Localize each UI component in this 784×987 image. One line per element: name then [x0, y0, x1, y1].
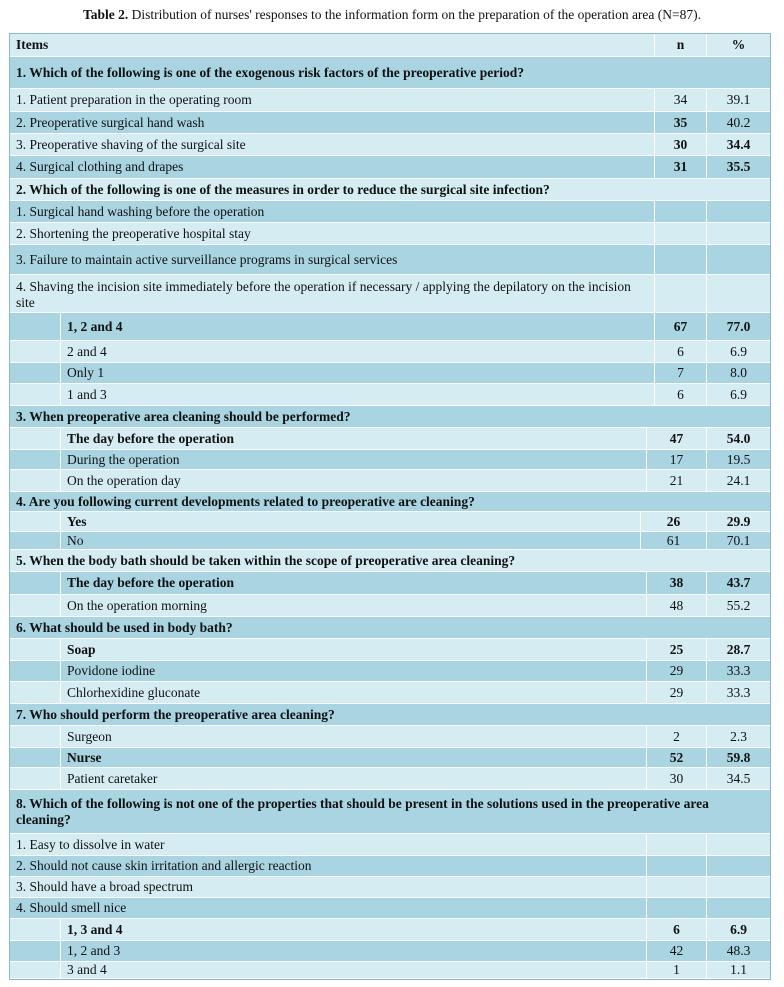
percent-cell: 35.5 [706, 156, 770, 178]
percent-cell: 6.9 [706, 384, 770, 405]
count-cell: 52 [646, 748, 706, 767]
option-label: 1. Patient preparation in the operating room [16, 92, 252, 107]
count-cell: 30 [646, 768, 706, 789]
answer-row [10, 941, 770, 962]
count-cell [646, 856, 706, 876]
percent-cell: 8.0 [706, 363, 770, 383]
caption-label: Table 2. [82, 7, 129, 22]
count-cell: 6 [654, 341, 706, 362]
count-cell: 42 [646, 941, 706, 961]
option-label: 2. Shortening the preoperative hospital stay [16, 225, 251, 241]
indent-cell [10, 341, 60, 362]
indent-cell [10, 748, 60, 767]
answer-label: Povidone iodine [60, 661, 646, 681]
percent-cell [706, 898, 770, 918]
indent-cell [10, 768, 60, 789]
count-cell: 48 [646, 595, 706, 616]
option-row [10, 834, 770, 856]
option-row [10, 223, 770, 245]
count-cell: 25 [646, 639, 706, 660]
count-cell [646, 877, 706, 897]
percent-cell: 33.3 [706, 661, 770, 681]
header-n: n [654, 34, 706, 56]
percent-cell [706, 834, 770, 855]
answer-label: 1 and 3 [60, 384, 654, 405]
answer-row [10, 661, 770, 682]
indent-cell [10, 639, 60, 660]
question-row [10, 550, 770, 572]
count-cell: 26 [640, 512, 706, 531]
percent-cell: 54.0 [706, 428, 770, 449]
indent-cell [10, 428, 60, 449]
answer-label: Surgeon [60, 726, 646, 747]
percent-cell: 40.2 [706, 112, 770, 133]
count-cell [654, 223, 706, 244]
percent-cell: 6.9 [706, 341, 770, 362]
option-row [10, 201, 770, 223]
option-label: 3. Preoperative shaving of the surgical site [16, 136, 246, 152]
percent-cell: 1.1 [706, 962, 770, 978]
count-cell [646, 834, 706, 855]
answer-row [10, 428, 770, 450]
answer-row [10, 962, 770, 979]
indent-cell [10, 962, 60, 978]
question-row [10, 179, 770, 201]
question-text: 1. Which of the following is one of the exogenous risk factors of the preoperative period? [16, 64, 524, 80]
answer-row [10, 512, 770, 532]
question-row [10, 790, 770, 834]
answer-label: 1, 2 and 3 [60, 941, 646, 961]
indent-cell [10, 941, 60, 961]
count-cell: 67 [654, 313, 706, 340]
percent-cell: 28.7 [706, 639, 770, 660]
question-text: 7. Who should perform the preoperative area cleaning? [16, 706, 335, 722]
option-row [10, 89, 770, 112]
indent-cell [10, 313, 60, 340]
answer-label: Only 1 [60, 363, 654, 383]
percent-cell: 24.1 [706, 470, 770, 491]
percent-cell: 34.4 [706, 134, 770, 155]
answer-label: Patient caretaker [60, 768, 646, 789]
answer-label: 2 and 4 [60, 341, 654, 362]
table-caption [0, 7, 784, 23]
option-label: 2. Preoperative surgical hand wash [16, 114, 205, 130]
answer-row [10, 595, 770, 617]
answer-row [10, 384, 770, 406]
option-row [10, 856, 770, 877]
question-row [10, 57, 770, 89]
count-cell [654, 201, 706, 222]
percent-cell [706, 856, 770, 876]
question-row [10, 617, 770, 639]
count-cell: 34 [654, 89, 706, 111]
answer-row [10, 313, 770, 341]
question-row [10, 492, 770, 512]
indent-cell [10, 661, 60, 681]
answer-label: 3 and 4 [60, 962, 646, 978]
indent-cell [10, 384, 60, 405]
indent-cell [10, 532, 60, 549]
option-label: 3. Failure to maintain active surveillance programs in surgical services [16, 251, 398, 267]
option-row [10, 156, 770, 179]
indent-cell [10, 572, 60, 594]
answer-label: During the operation [60, 450, 646, 469]
answer-label: Soap [60, 639, 646, 660]
percent-cell [706, 201, 770, 222]
percent-cell: 70.1 [706, 532, 770, 549]
percent-cell [706, 223, 770, 244]
answer-row [10, 682, 770, 704]
answer-label: 1, 3 and 4 [60, 919, 646, 940]
indent-cell [10, 726, 60, 747]
indent-cell [10, 595, 60, 616]
percent-cell: 34.5 [706, 768, 770, 789]
percent-cell: 33.3 [706, 682, 770, 703]
count-cell: 31 [654, 156, 706, 178]
option-label: 4. Surgical clothing and drapes [16, 159, 184, 174]
count-cell: 61 [640, 532, 706, 549]
answer-label: 1, 2 and 4 [60, 313, 654, 340]
option-label: 4. Shaving the incision site immediately before the operation if necessary / applying the depilatory on the incision site [16, 279, 631, 310]
indent-cell [10, 682, 60, 703]
count-cell: 6 [654, 384, 706, 405]
count-cell: 6 [646, 919, 706, 940]
count-cell: 7 [654, 363, 706, 383]
count-cell: 21 [646, 470, 706, 491]
question-text: 2. Which of the following is one of the measures in order to reduce the surgical site infection? [16, 181, 550, 197]
header-items: Items [16, 37, 49, 52]
answer-label: On the operation morning [60, 595, 646, 616]
answer-label: On the operation day [60, 470, 646, 491]
responses-table [9, 33, 771, 980]
answer-row [10, 572, 770, 595]
percent-cell: 55.2 [706, 595, 770, 616]
option-label: 3. Should have a broad spectrum [16, 879, 193, 894]
count-cell [654, 245, 706, 274]
answer-label: No [60, 532, 640, 549]
indent-cell [10, 919, 60, 940]
option-label: 2. Should not cause skin irritation and allergic reaction [16, 858, 312, 873]
option-row [10, 134, 770, 156]
answer-row [10, 768, 770, 790]
answer-label: The day before the operation [60, 572, 646, 594]
answer-label: Yes [60, 512, 640, 531]
indent-cell [10, 450, 60, 469]
question-text: 5. When the body bath should be taken within the scope of preoperative area cleaning? [16, 552, 516, 568]
percent-cell: 59.8 [706, 748, 770, 767]
answer-row [10, 919, 770, 941]
answer-row [10, 639, 770, 661]
indent-cell [10, 512, 60, 531]
question-row [10, 704, 770, 726]
percent-cell [706, 275, 770, 312]
answer-label: Nurse [60, 748, 646, 767]
answer-row [10, 363, 770, 384]
question-row [10, 406, 770, 428]
option-label: 4. Should smell nice [16, 900, 127, 915]
indent-cell [10, 470, 60, 491]
count-cell: 35 [654, 112, 706, 133]
answer-row [10, 748, 770, 768]
answer-row [10, 532, 770, 550]
percent-cell: 77.0 [706, 313, 770, 340]
indent-cell [10, 363, 60, 383]
percent-cell [706, 245, 770, 274]
percent-cell [706, 877, 770, 897]
count-cell [646, 898, 706, 918]
answer-label: The day before the operation [60, 428, 646, 449]
percent-cell: 48.3 [706, 941, 770, 961]
option-label: 1. Easy to dissolve in water [16, 836, 165, 852]
question-text: 8. Which of the following is not one of the properties that should be present in the solutions used in the preoperative area cleaning? [16, 795, 709, 827]
question-text: 6. What should be used in body bath? [16, 619, 233, 635]
answer-row [10, 470, 770, 492]
answer-row [10, 450, 770, 470]
percent-cell: 6.9 [706, 919, 770, 940]
percent-cell: 2.3 [706, 726, 770, 747]
percent-cell: 43.7 [706, 572, 770, 594]
answer-row [10, 341, 770, 363]
caption-text: Distribution of nurses' responses to the information form on the preparation of the operation area (N=87). [128, 7, 702, 22]
option-row [10, 245, 770, 275]
option-label: 1. Surgical hand washing before the operation [16, 203, 265, 219]
count-cell: 38 [646, 572, 706, 594]
percent-cell: 29.9 [706, 512, 770, 531]
answer-row [10, 726, 770, 748]
count-cell: 17 [646, 450, 706, 469]
count-cell: 30 [654, 134, 706, 155]
percent-cell: 39.1 [706, 89, 770, 111]
question-text: 4. Are you following current developments related to preoperative are cleaning? [16, 493, 475, 509]
count-cell: 1 [646, 962, 706, 978]
count-cell: 29 [646, 682, 706, 703]
count-cell [654, 275, 706, 312]
table-header-row [10, 34, 770, 57]
header-pct: % [706, 34, 770, 56]
count-cell: 2 [646, 726, 706, 747]
option-row [10, 877, 770, 898]
percent-cell: 19.5 [706, 450, 770, 469]
question-text: 3. When preoperative area cleaning should be performed? [16, 408, 351, 424]
count-cell: 29 [646, 661, 706, 681]
option-row [10, 898, 770, 919]
answer-label: Chlorhexidine gluconate [60, 682, 646, 703]
option-row [10, 112, 770, 134]
count-cell: 47 [646, 428, 706, 449]
option-row [10, 275, 770, 313]
